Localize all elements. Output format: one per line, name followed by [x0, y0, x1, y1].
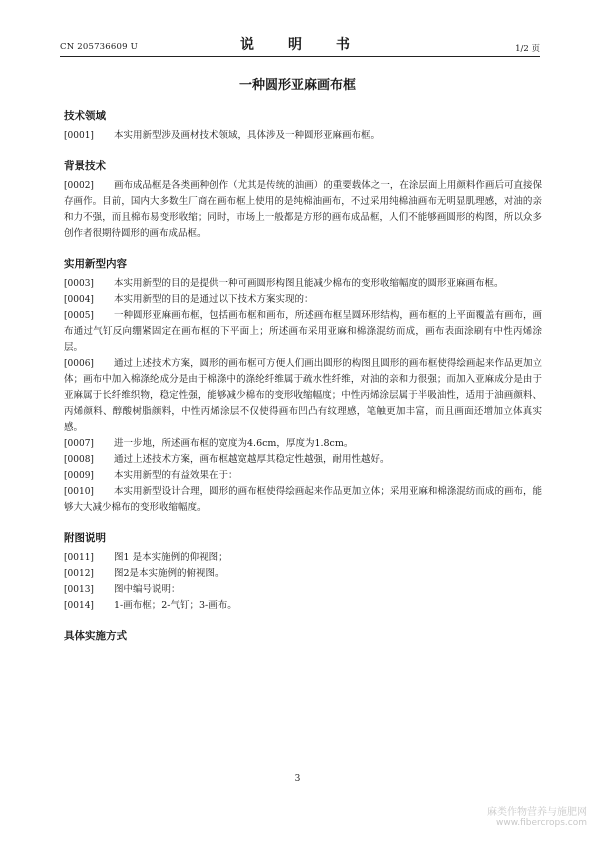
paragraph-text: 本实用新型的有益效果在于： — [114, 470, 238, 481]
paragraph — [64, 550, 542, 566]
paragraph-number: [0012] — [64, 569, 94, 579]
section-title: 技术领域 — [64, 110, 106, 122]
paragraph-text: 1-画布框；2-气钉；3-画布。 — [114, 600, 237, 611]
watermark-site-name: 麻类作物营养与施肥网 — [487, 807, 587, 818]
paragraph-number: [0006] — [64, 359, 94, 369]
section-title: 实用新型内容 — [64, 258, 127, 270]
section — [64, 158, 542, 242]
paragraph-text: 本实用新型涉及画材技术领域，具体涉及一种圆形亚麻画布框。 — [114, 130, 381, 141]
page-indicator: 1/2 页 — [515, 44, 540, 54]
document-type-heading: 说 明 书 — [240, 37, 360, 53]
paragraph-text: 本实用新型的目的是通过以下技术方案实现的： — [114, 294, 314, 305]
paragraph-number: [0004] — [64, 295, 94, 305]
patent-number: CN 205736609 U — [60, 42, 138, 52]
section — [64, 108, 542, 144]
paragraph-number: [0008] — [64, 455, 94, 465]
section — [64, 628, 542, 643]
paragraph-number: [0007] — [64, 439, 94, 449]
paragraph-text: 一种圆形亚麻画布框，包括画布框和画布，所述画布框呈圆环形结构，画布框的上平面覆盖有画布，画布通过气钉反向绷紧固定在画布框的下平面上；所述画布采用亚麻和棉涤混纺而成，画布表面涂刷有中性丙烯涂层。 — [64, 310, 542, 353]
paragraph-text: 画布成品框是各类画种创作（尤其是传统的油画）的重要载体之一，在涂层面上用颜料作画后可直接保存画作。目前，国内大多数生厂商在画布框上使用的是纯棉油画布，不过采用纯棉油画布无明显肌理感，对油的亲和力不强，而且棉布易变形收缩；同时，市场上一般都是方形的画布成品框，人们不能够画圆形的构图，所以众多创作者很期待圆形的画布成品框。 — [64, 180, 542, 239]
section-title: 背景技术 — [64, 160, 106, 172]
section — [64, 530, 542, 614]
paragraph — [64, 276, 542, 292]
page-number: 3 — [294, 774, 301, 784]
paragraph — [64, 356, 542, 436]
paragraph — [64, 308, 542, 356]
header-rule — [60, 56, 540, 57]
paragraph-number: [0013] — [64, 585, 94, 595]
paragraph-number: [0001] — [64, 131, 94, 141]
paragraph-text: 图2是本实施例的俯视图。 — [114, 568, 225, 579]
paragraph-number: [0009] — [64, 471, 94, 481]
paragraph — [64, 468, 542, 484]
paragraph — [64, 582, 542, 598]
paragraph-number: [0002] — [64, 181, 94, 191]
paragraph-text: 进一步地，所述画布框的宽度为4.6cm，厚度为1.8cm。 — [114, 438, 354, 449]
paragraph-number: [0005] — [64, 311, 94, 321]
paragraph-text: 通过上述技术方案，画布框越宽越厚其稳定性越强，耐用性越好。 — [114, 454, 390, 465]
watermark — [487, 803, 587, 828]
paragraph — [64, 436, 542, 452]
paragraph-number: [0003] — [64, 279, 94, 289]
document-body — [64, 108, 542, 657]
watermark-url: www.fibercrops.com — [496, 818, 587, 828]
paragraph-number: [0010] — [64, 487, 94, 497]
paragraph-number: [0014] — [64, 601, 94, 611]
section-title: 具体实施方式 — [64, 630, 127, 642]
paragraph-text: 通过上述技术方案，圆形的画布框可方便人们画出圆形的构图且圆形的画布框使得绘画起来作品更加立体；画布中加入棉涤纶成分是由于棉涤中的涤纶纤维属于疏水性纤维，对油的亲和力很强；而加入亚麻成分是由于亚麻属于长纤维织物，稳定性强，能够减少棉布的变形收缩幅度；中性丙烯涂层属于半吸油性，适用于油画颜料、丙烯颜料、醇酸树脂颜料，中性丙烯涂层不仅使得画布凹凸有纹理感，笔触更加丰富，而且画面还增加立体真实感。 — [64, 358, 542, 433]
paragraph-text: 本实用新型的目的是提供一种可画圆形构图且能减少棉布的变形收缩幅度的圆形亚麻画布框。 — [114, 278, 504, 289]
paragraph-text: 图中编号说明： — [114, 584, 181, 595]
page-header — [60, 34, 540, 56]
paragraph — [64, 566, 542, 582]
document-title: 一种圆形亚麻画布框 — [238, 78, 356, 93]
paragraph-number: [0011] — [64, 553, 94, 563]
section-title: 附图说明 — [64, 532, 106, 544]
paragraph — [64, 128, 542, 144]
paragraph — [64, 452, 542, 468]
paragraph — [64, 484, 542, 516]
paragraph — [64, 598, 542, 614]
paragraph — [64, 178, 542, 242]
section — [64, 256, 542, 516]
paragraph-text: 图1 是本实施例的仰视图； — [114, 552, 228, 563]
paragraph — [64, 292, 542, 308]
paragraph-text: 本实用新型设计合理，圆形的画布框使得绘画起来作品更加立体；采用亚麻和棉涤混纺而成的画布，能够大大减少棉布的变形收缩幅度。 — [64, 486, 542, 513]
